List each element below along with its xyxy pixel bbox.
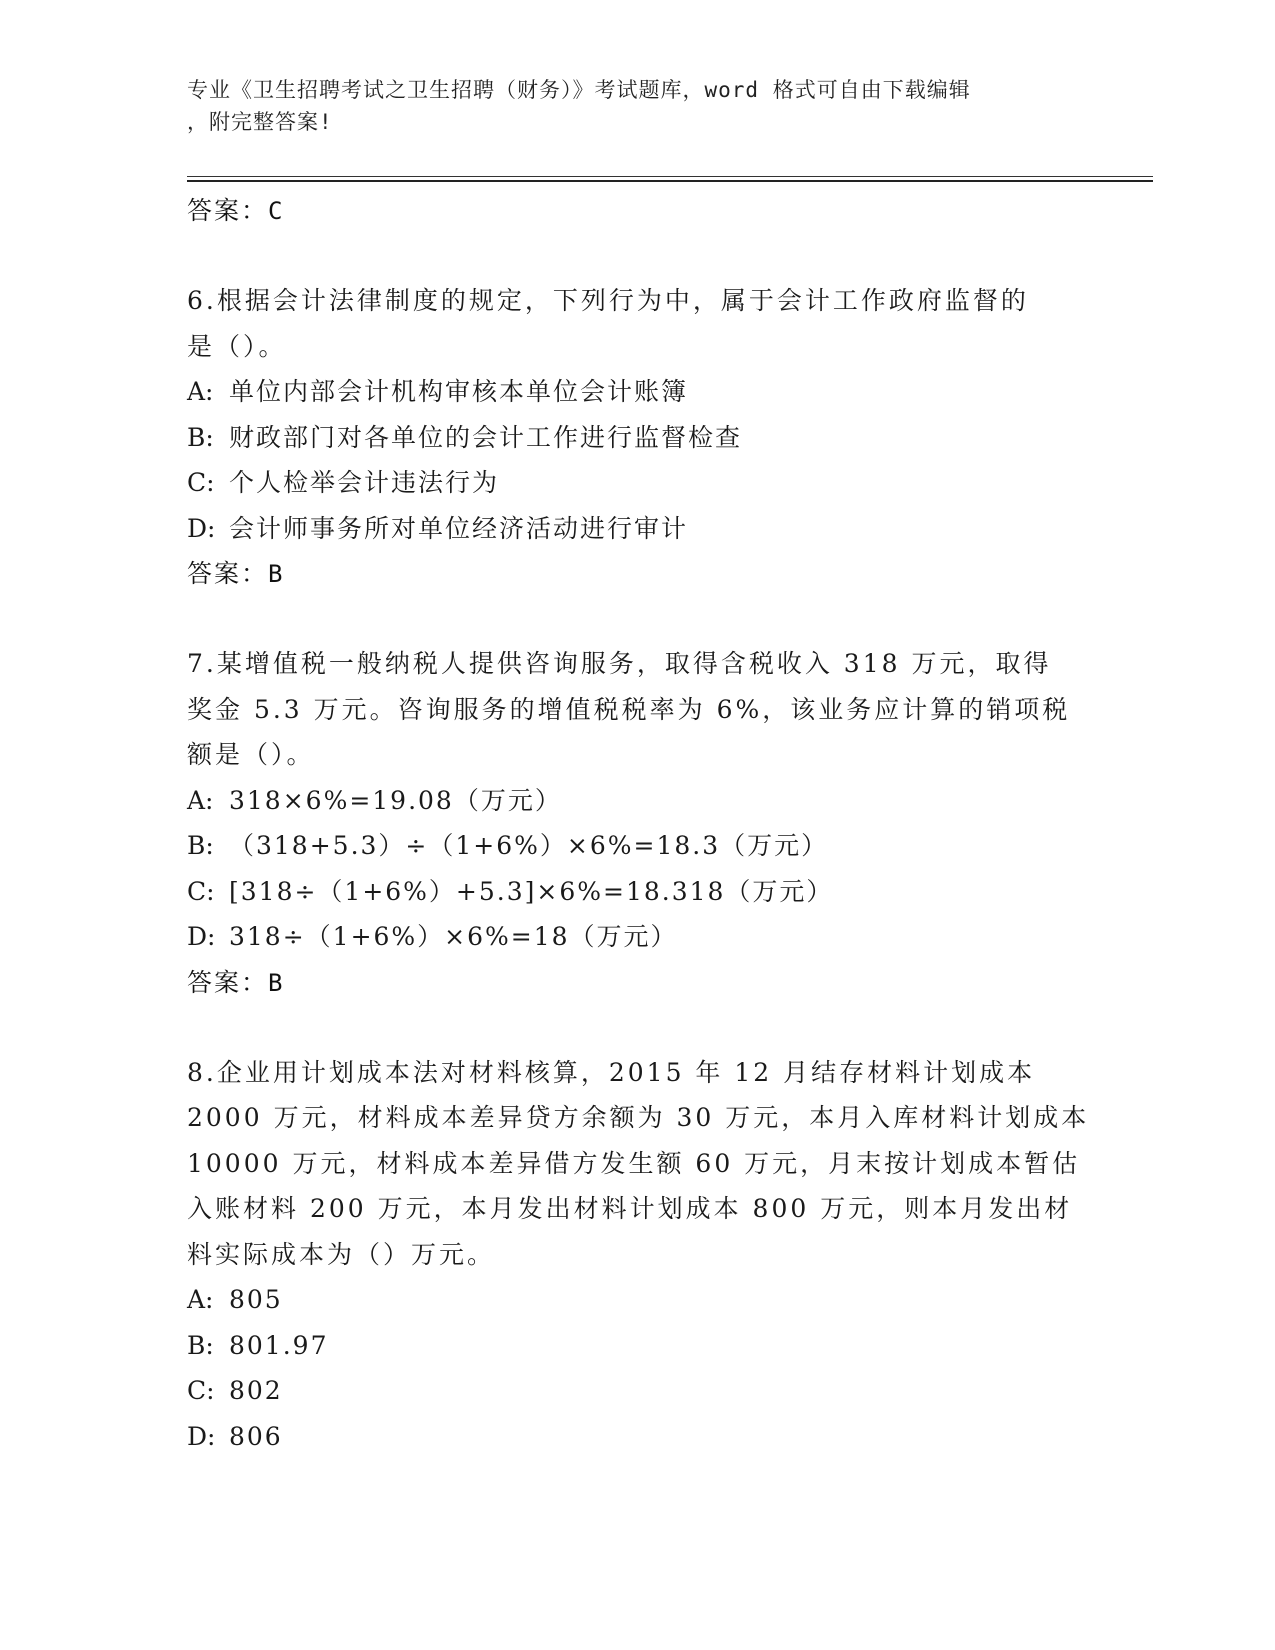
- option-text: （318+5.3）÷（1+6%）×6%=18.3（万元）: [229, 831, 829, 860]
- document-header: [187, 74, 1077, 138]
- option-key: B:: [187, 1330, 214, 1360]
- option-d: [187, 506, 1087, 552]
- option-key: D:: [187, 1421, 216, 1451]
- option-d: [187, 1414, 1087, 1460]
- option-key: A:: [187, 1285, 214, 1314]
- option-text: 单位内部会计机构审核本单位会计账簿: [229, 377, 689, 406]
- question-8: [187, 1050, 1090, 1460]
- question-stem-line: 8.企业用计划成本法对材料核算，2015 年 12 月结存材料计划成本: [187, 1057, 1036, 1087]
- answer-label: 答案：: [187, 559, 269, 588]
- answer-label: 答案：: [187, 967, 269, 997]
- answer-value: C: [268, 197, 285, 225]
- header-line-1: 专业《卫生招聘考试之卫生招聘（财务）》考试题库，word 格式可自由下载编辑: [187, 78, 971, 102]
- option-text: [318÷（1+6%）+5.3]×6%=18.318（万元）: [229, 876, 834, 906]
- answer-line: [187, 551, 1087, 597]
- answer-value: B: [268, 968, 285, 997]
- option-key: A:: [187, 377, 214, 406]
- option-d: [187, 914, 1087, 960]
- option-c: [187, 869, 1087, 915]
- header-line-2: ，附完整答案!: [187, 110, 333, 134]
- document-body: [187, 188, 1090, 1459]
- question-stem-line: 奖金 5.3 万元。咨询服务的增值税税率为 6%，该业务应计算的销项税: [187, 694, 1071, 724]
- question-stem-line: 2000 万元，材料成本差异贷方余额为 30 万元，本月入库材料计划成本: [187, 1103, 1090, 1132]
- question-stem-line: 是（）。: [187, 331, 287, 361]
- option-text: 806: [229, 1421, 283, 1451]
- option-text: 会计师事务所对单位经济活动进行审计: [229, 513, 689, 543]
- option-key: C:: [187, 876, 215, 906]
- question-7: [187, 641, 1087, 1006]
- option-c: [187, 460, 1087, 506]
- answer-label: 答案：: [187, 196, 269, 225]
- question-6: [187, 278, 1087, 597]
- option-key: D:: [187, 922, 216, 951]
- option-b: [187, 823, 1087, 869]
- option-a: [187, 369, 1087, 415]
- option-key: C:: [187, 468, 215, 497]
- question-stem-line: 入账材料 200 万元，本月发出材料计划成本 800 万元，则本月发出材: [187, 1194, 1073, 1223]
- option-key: C:: [187, 1376, 215, 1405]
- question-stem-line: 10000 万元，材料成本差异借方发生额 60 万元，月末按计划成本暂估: [187, 1148, 1081, 1178]
- option-text: 318×6%=19.08（万元）: [229, 785, 562, 815]
- option-a: [187, 778, 1087, 824]
- option-text: 805: [229, 1285, 283, 1314]
- option-text: 802: [229, 1376, 283, 1405]
- header-divider-thin: [187, 176, 1153, 177]
- question-stem-line: 6.根据会计法律制度的规定，下列行为中，属于会计工作政府监督的: [187, 286, 1029, 315]
- option-key: B:: [187, 422, 214, 452]
- option-a: [187, 1277, 1087, 1323]
- answer-line: [187, 960, 1087, 1006]
- answer-line: [187, 188, 1087, 234]
- option-text: 318÷（1+6%）×6%=18（万元）: [229, 922, 678, 951]
- question-stem-line: 料实际成本为（）万元。: [187, 1239, 496, 1269]
- question-stem-line: 额是（）。: [187, 740, 315, 769]
- option-text: 个人检举会计违法行为: [229, 468, 500, 497]
- option-key: B:: [187, 831, 214, 860]
- header-divider-thick: [187, 180, 1153, 182]
- option-text: 801.97: [229, 1330, 329, 1360]
- option-c: [187, 1368, 1087, 1414]
- question-stem-line: 7.某增值税一般纳税人提供咨询服务，取得含税收入 318 万元，取得: [187, 649, 1052, 678]
- option-b: [187, 1323, 1087, 1369]
- answer-value: B: [268, 560, 285, 588]
- option-b: [187, 415, 1087, 461]
- option-text: 财政部门对各单位的会计工作进行监督检查: [229, 422, 743, 452]
- option-key: D:: [187, 513, 216, 543]
- option-key: A:: [187, 785, 214, 815]
